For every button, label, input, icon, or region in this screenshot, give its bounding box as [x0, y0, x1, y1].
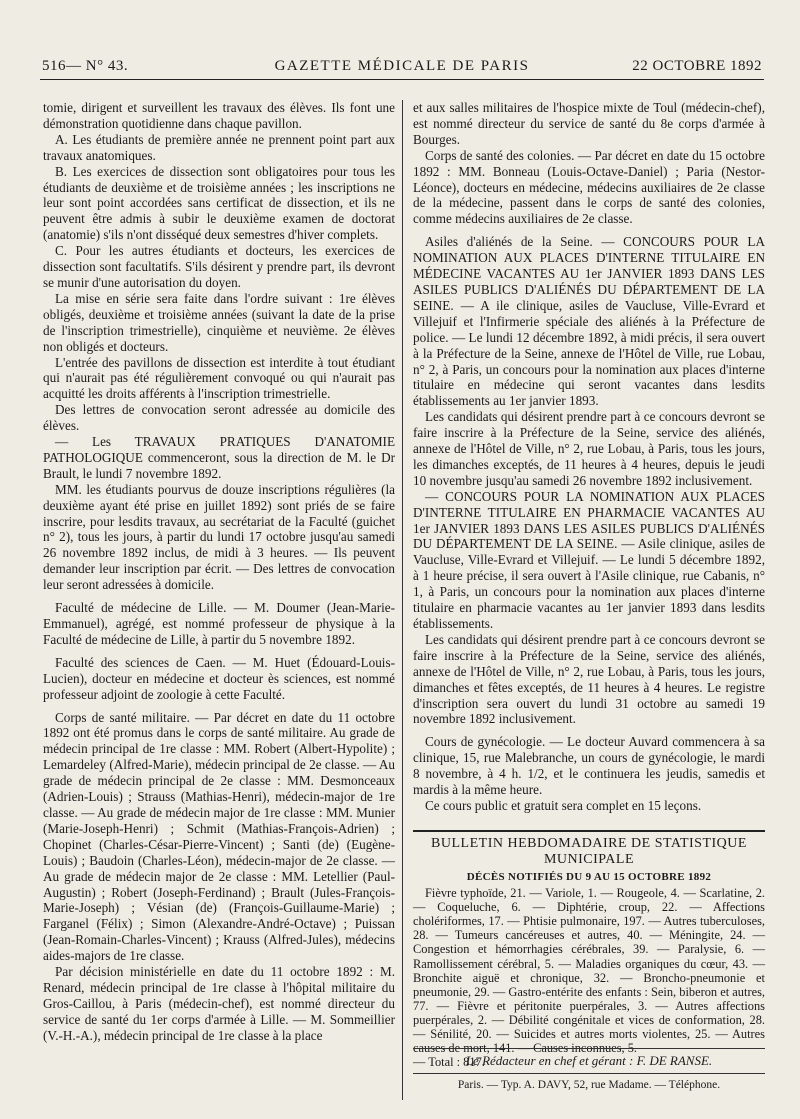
paragraph: Faculté des sciences de Caen. — M. Huet (Édouard-Louis-Lucien), docteur en médecine et docteur ès sciences, est nommé professeur adjoint de zoologie à cette Faculté.	[43, 654, 395, 702]
page-number: 516— N° 43.	[42, 58, 129, 74]
printer-line: Paris. — Typ. A. DAVY, 52, rue Madame. — Téléphone.	[457, 1079, 721, 1091]
paragraph: C. Pour les autres étudiants et docteurs, les exercices de dissection sont facultatifs. S'ils désirent y prendre part, ils devront se munir d'une autorisation du doyen.	[43, 243, 395, 290]
paragraph: Cours de gynécologie. — Le docteur Auvard commencera à sa clinique, 15, rue Malebranche, un cours de gynécologie, le mardi 8 novembre, à 4 h. 1/2, et le continuera les jeudis, samedis et mardis à la même heure.	[413, 734, 765, 798]
paragraph: L'entrée des pavillons de dissection est interdite à tout étudiant qui n'aurait pas été régulièrement convoqué ou qui n'aurait pas acquitté les droits afférents à l'inscription trimestrielle.	[43, 354, 395, 402]
paragraph: — Les TRAVAUX PRATIQUES D'ANATOMIE PATHOLOGIQUE commenceront, sous la direction de M. le Dr Brault, le lundi 7 novembre 1892.	[43, 434, 395, 481]
paragraph: A. Les étudiants de première année ne prennent point part aux travaux anatomiques.	[43, 131, 395, 163]
left-column	[43, 100, 395, 1044]
issue-date: 22 OCTOBRE 1892	[632, 58, 762, 74]
paragraph: MM. les étudiants pourvus de douze inscriptions régulières (la deuxième ayant été prise en juillet 1892) sont priés de se faire inscrire, pour lesdits travaux, au secrétariat de la Faculté (guichet n° 2), tous les jours, à partir du lundi 17 octobre jusqu'au samedi 26 novembre 1892 inclus, de midi à 3 heures. — Ils peuvent demander leur inscription par écrit. — Des lettres de convocation leur seront adressées à domicile.	[43, 481, 395, 593]
paragraph: La mise en série sera faite dans l'ordre suivant : 1re élèves obligés, deuxième et troisième années (suivant la date de la prise de l'inscription trimestrielle), cinquième et neuvième. 2e élèves non obligés et docteurs.	[43, 290, 395, 354]
paragraph: Les candidats qui désirent prendre part à ce concours devront se faire inscrire à la Préfecture de la Seine, service des aliénés, annexe de l'Hôtel de Ville, n° 2, rue Lobau, à Paris, tous les jours, les dimanches exceptés, de 11 heures à 4 heures, depuis le jeudi 10 novembre jusqu'au samedi 26 novembre 1892 inclusivement.	[413, 409, 765, 488]
paragraph: Des lettres de convocation seront adressée au domicile des élèves.	[43, 402, 395, 434]
bulletin-subtitle: DÉCÈS NOTIFIÉS DU 9 AU 15 OCTOBRE 1892	[466, 871, 712, 883]
paragraph: Par décision ministérielle en date du 11 octobre 1892 : M. Renard, médecin principal de 1re classe à l'hôpital militaire du Gros-Caillou, à Paris (médecin-chef), est nommé directeur du service de santé du 1er corps d'armée à Lille. — M. Sommeillier (V.-H.-A.), médecin principal de 1re classe à la place	[43, 964, 395, 1043]
paragraph: Faculté de médecine de Lille. — M. Doumer (Jean-Marie-Emmanuel), agrégé, est nommé professeur de physique à la Faculté de médecine de Lille, à partir du 5 novembre 1892.	[43, 600, 395, 647]
bulletin-box	[413, 830, 765, 1069]
bulletin-total: — Total : 817.	[413, 1055, 485, 1070]
header-rule	[40, 79, 764, 80]
right-column	[413, 100, 765, 814]
paragraph: et aux salles militaires de l'hospice mixte de Toul (médecin-chef), est nommé directeur du service de santé du 8e corps d'armée à Bourges.	[413, 100, 765, 147]
paragraph: tomie, dirigent et surveillent les travaux des élèves. Ils font une démonstration quotidienne dans chaque pavillon.	[43, 100, 395, 131]
paragraph: Corps de santé militaire. — Par décret en date du 11 octobre 1892 ont été promus dans le corps de santé militaire. Au grade de médecin principal de 1re classe : MM. Robert (Albert-Hypolite) ; Lemardeley (Alfred-Marie), médecin principal de 2e classe. — Au grade de médecin principal de 2e classe : MM. Desmonceaux (Adrien-Louis) ; Strauss (Mathias-Henri), médecin-major de 1re classe. — Au grade de médecin major de 1re classe : MM. Munier (Marie-Joseph-Henri) ; Schmit (Mathias-François-Adrien) ; Chopinet (Charles-César-Pierre-Vincent) ; Santi (de) (Eugène-Louis) ; Baudoin (Charles-Léon), médecin-major de 2e classe. — Au grade de médecin major de 2e classe : MM. Letellier (Paul-Augustin) ; Robert (Joseph-Ferdinand) ; Brault (Jules-François-Marie-Joseph) ; Vésian (de) (François-Guillaume-Marie) ; Farganel (Félix) ; Simon (Alexandre-André-Octave) ; Puissan (Jean-Romain-Charles-Vincent) ; Krauss (Alfred-Jules), médecins aides-majors de 1re classe.	[43, 709, 395, 964]
paragraph: Asiles d'aliénés de la Seine. — CONCOURS POUR LA NOMINATION AUX PLACES D'INTERNE TITULAIRE EN MÉDECINE VACANTES AU 1er JANVIER 1893 DANS LES ASILES PUBLICS D'ALIÉNÉS DU DÉPARTEMENT DE LA SEINE. — A ile clinique, asiles de Vaucluse, Ville-Evrard et Villejuif et l'Infirmerie spéciale des aliénés à la Préfecture de police. — Le lundi 12 décembre 1892, à midi précis, il sera ouvert à la Préfecture de la Seine, annexe de l'Hôtel de Ville, rue Lobau, n° 2, à Paris, un concours pour la nomination aux places d'interne titulaire en médecine qui seront vacantes dans lesdits établissements au 1er janvier 1893.	[413, 234, 765, 409]
editor-signature: Le Rédacteur en chef et gérant : F. DE RANSE.	[413, 1048, 765, 1074]
paragraph: Corps de santé des colonies. — Par décret en date du 15 octobre 1892 : MM. Bonneau (Louis-Octave-Daniel) ; Paria (Nestor-Léonce), docteurs en médecine, médecins auxiliaires de 2e classe de la médecine, passent dans le corps de santé des colonies, comme médecins auxiliaires de 2e classe.	[413, 147, 765, 227]
bulletin-title-line2: MUNICIPALE	[543, 852, 635, 867]
paragraph: — CONCOURS POUR LA NOMINATION AUX PLACES D'INTERNE TITULAIRE EN PHARMACIE VACANTES AU 1er JANVIER 1893 DANS LES ASILES PUBLICS D'ALIÉNÉS DU DÉPARTEMENT DE LA SEINE. — Asile clinique, asiles de Vaucluse, Ville-Evrard et Villejuif. — Le lundi 5 décembre 1892, à 1 heure précise, il sera ouvert à l'Asile clinique, rue Cabanis, n° 1, à Paris, un concours pour la nomination aux places d'interne titulaire en pharmacie vacantes au 1er janvier 1893 dans lesdits établissements.	[413, 488, 765, 631]
journal-title: GAZETTE MÉDICALE DE PARIS	[274, 58, 530, 74]
page-header	[42, 58, 762, 78]
paragraph: B. Les exercices de dissection sont obligatoires pour tous les étudiants de deuxième et de troisième années ; les inscriptions ne leur sont point accordées sans certificat de dissection, et ils ne peuvent être admis à subir le deuxième examen de doctorat (anatomie) s'ils n'ont disséqué deux semestres d'hiver complets.	[43, 163, 395, 243]
paragraph: Les candidats qui désirent prendre part à ce concours devront se faire inscrire à la Préfecture de la Seine, service des aliénés, annexe de l'Hôtel de Ville, n° 2, rue Lobau, à Paris, tous les jours, dimanches et fêtes exceptés, de 11 heures à 4 heures. Le registre d'inscription sera ouvert du lundi 31 octobre au samedi 19 novembre 1892 inclusivement.	[413, 631, 765, 727]
paragraph: Ce cours public et gratuit sera complet en 15 leçons.	[425, 797, 702, 813]
column-divider	[402, 100, 403, 1100]
bulletin-body: Fièvre typhoïde, 21. — Variole, 1. — Rougeole, 4. — Scarlatine, 2. — Coqueluche, 6. — Diphtérie, croup, 22. — Affections cholériformes, 17. — Phtisie pulmonaire, 197. — Autres tuberculoses, 28. — Tumeurs cancéreuses et autres, 40. — Méningite, 24. — Congestion et hémorrhagies cérébrales, 39. — Paralysie, 6. — Ramollissement cérébral, 5. — Maladies organiques du cœur, 43. — Bronchite aiguë et chronique, 32. — Broncho-pneumonie et pneumonie, 29. — Gastro-entérite des enfants : Sein, biberon et autres, 77. — Fièvre et péritonite puerpérales, 3. — Autres affections puerpérales, 2. — Débilité congénitale et vices de conformation, 28. — Sénilité, 20. — Suicides et autres morts violentes, 25. — Autres causes de mort, 141. — Causes inconnues, 5.	[413, 886, 765, 1056]
bulletin-title: BULLETIN HEBDOMADAIRE DE STATISTIQUE	[431, 836, 747, 851]
statistics-bulletin	[413, 830, 765, 1069]
